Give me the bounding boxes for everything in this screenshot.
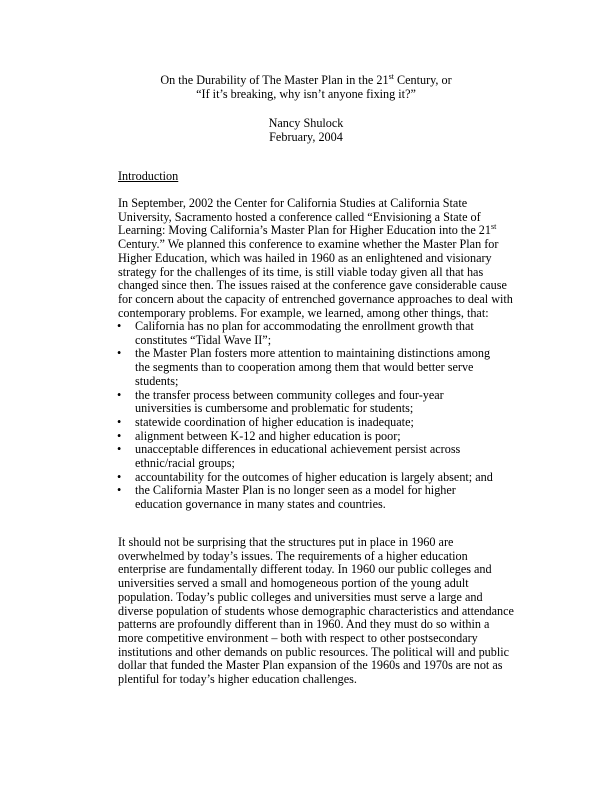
paragraph-2-line: patterns are profoundly different than in 1960. And they must do so within a	[118, 617, 490, 632]
bullet-item	[117, 469, 550, 485]
bullet-text-line: alignment between K-12 and higher education is poor;	[135, 428, 401, 443]
bullet-item	[117, 414, 550, 430]
author-block	[0, 117, 612, 144]
paragraph-1-line: Century.” We planned this conference to examine whether the Master Plan for	[118, 237, 499, 252]
bullet-text-line: ethnic/racial groups;	[135, 456, 235, 471]
paragraph-2-line: diverse population of students whose demographic characteristics and attendance	[118, 603, 514, 618]
paragraph-2-line: more competitive environment – both with respect to other postsecondary	[118, 630, 478, 645]
paragraph-2-line: dollar that funded the Master Plan expansion of the 1960s and 1970s are not as	[118, 658, 503, 673]
bullet-icon: •	[117, 428, 122, 443]
paragraph-1-line: contemporary problems. For example, we learned, among other things, that:	[118, 305, 489, 320]
title-line-1	[0, 71, 612, 88]
bullet-text	[135, 430, 550, 444]
bullet-text-line: accountability for the outcomes of higher education is largely absent; and	[135, 469, 493, 484]
bullet-item	[117, 346, 550, 388]
bullet-text-line: unacceptable differences in educational achievement persist across	[135, 442, 461, 457]
bullet-icon: •	[117, 442, 122, 457]
paragraph-2-line: population. Today’s public colleges and universities must serve a large and	[118, 589, 483, 604]
paragraph-1-line: changed since then. The issues raised at the conference gave considerable cause	[118, 278, 507, 293]
paragraph-2-line: universities served a small and homogeneous portion of the young adult	[118, 576, 469, 591]
bullet-text	[135, 416, 550, 430]
title-line-1-text: On the Durability of The Master Plan in the 21	[160, 73, 389, 87]
paragraph-1-superscript: st	[491, 222, 497, 232]
title-line-1-end: Century, or	[393, 73, 452, 87]
paragraph-2-line: It should not be surprising that the structures put in place in 1960 are	[118, 535, 454, 549]
paragraph-2-line: plentiful for today’s higher education challenges.	[118, 672, 357, 687]
bullet-icon: •	[117, 387, 122, 402]
paragraph-1-line: University, Sacramento hosted a conference called “Envisioning a State of	[118, 209, 481, 224]
title-superscript: st	[388, 71, 394, 81]
bullet-text	[135, 443, 550, 470]
bullet-text-line: the transfer process between community colleges and four-year	[135, 387, 444, 402]
author-name: Nancy Shulock	[268, 116, 344, 130]
bullet-text-line: the Master Plan fosters more attention to maintaining distinctions among	[135, 346, 491, 361]
paragraph-1-line: strategy for the challenges of its time, is still viable today given all that has	[118, 264, 484, 279]
paragraph-1	[118, 197, 550, 320]
bullet-text	[135, 389, 550, 416]
bullet-text-line: the California Master Plan is no longer seen as a model for higher	[135, 483, 456, 498]
bullet-text-line: universities is cumbersome and problematic for students;	[135, 401, 414, 416]
title-line-2: “If it’s breaking, why isn’t anyone fixing it?”	[196, 86, 416, 101]
author-date: February, 2004	[269, 129, 343, 144]
bullet-text	[135, 320, 550, 347]
bullet-icon: •	[117, 469, 122, 484]
paragraph-2-line: institutions and other demands on public resources. The political will and public	[118, 644, 510, 659]
bullet-text-line: statewide coordination of higher education is inadequate;	[135, 414, 414, 429]
paragraph-2-line: enterprise are fundamentally different today. In 1960 our public colleges and	[118, 562, 492, 577]
bullet-item	[117, 428, 550, 444]
bullet-icon: •	[117, 483, 122, 498]
paragraph-1-line: Learning: Moving California’s Master Plan for Higher Education into the 21st	[118, 222, 497, 238]
paragraph-1-line: In September, 2002 the Center for California Studies at California State	[118, 196, 468, 210]
bullet-item	[117, 442, 550, 471]
bullet-text-line: California has no plan for accommodating the enrollment growth that	[135, 319, 474, 333]
bullet-item	[117, 319, 550, 347]
bullet-text	[135, 471, 550, 485]
bullet-text-line: students;	[135, 373, 179, 388]
bullet-item	[117, 387, 550, 416]
bullet-icon: •	[117, 319, 122, 333]
bullet-icon: •	[117, 346, 122, 361]
paragraph-1-line: for concern about the capacity of entrenched governance approaches to deal with	[118, 291, 513, 306]
section-heading-introduction: Introduction	[118, 169, 179, 183]
bullet-text	[135, 347, 550, 388]
document-title	[0, 71, 612, 101]
bullet-text	[135, 484, 550, 511]
paragraph-1-line: Higher Education, which was hailed in 1960 as an enlightened and visionary	[118, 250, 492, 265]
bullet-text-line: constitutes “Tidal Wave II”;	[135, 332, 272, 347]
bullet-list	[117, 319, 550, 512]
paragraph-2-line: overwhelmed by today’s issues. The requirements of a higher education	[118, 548, 468, 563]
bullet-icon: •	[117, 414, 122, 429]
bullet-text-line: education governance in many states and countries.	[135, 497, 386, 512]
paragraph-2	[118, 536, 550, 687]
bullet-text-line: the segments than to cooperation among them that would better serve	[135, 360, 474, 375]
bullet-item	[117, 483, 550, 512]
